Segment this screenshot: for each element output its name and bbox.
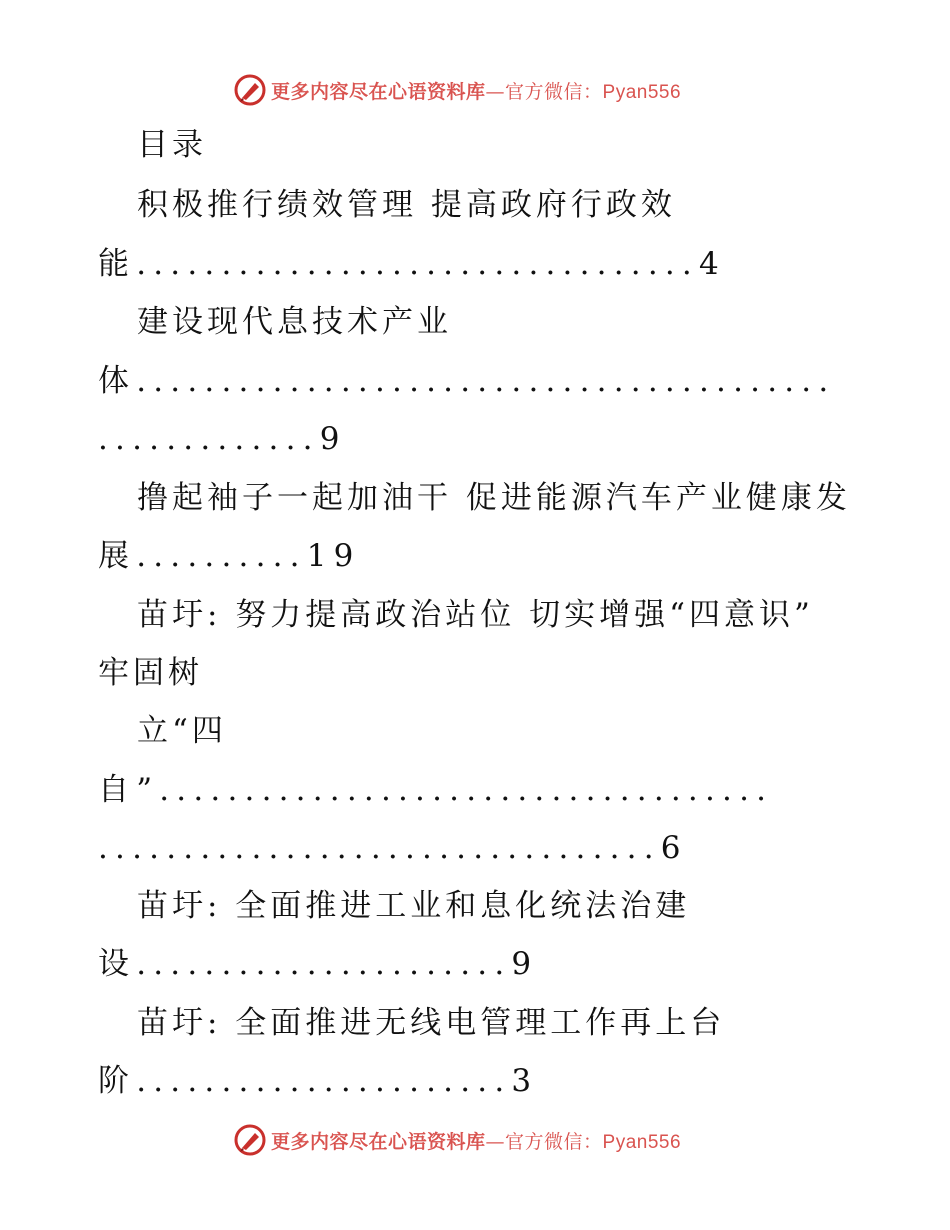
banner-wechat-id: Pyan556 <box>602 81 682 103</box>
toc-line-16: 阶......................3 <box>98 1063 539 1099</box>
toc-line-8: 苗圩: 努力提高政治站位 切实增强“四意识” <box>137 597 814 633</box>
toc-title: 目录 <box>137 127 207 163</box>
banner-dash: — <box>485 1130 506 1153</box>
toc-line-10: 立“四 <box>137 713 227 749</box>
toc-line-6: 撸起袖子一起加油干 促进能源汽车产业健康发 <box>137 480 851 516</box>
banner-wechat-label: 官方微信： <box>505 80 603 103</box>
banner-site-text: 更多内容尽在心语资料库 <box>271 80 486 103</box>
toc-line-4: 体......................................... <box>98 363 836 399</box>
toc-line-14: 设......................9 <box>98 946 539 982</box>
toc-line-2: 能.................................4 <box>98 246 726 282</box>
toc-line-12: .................................6 <box>98 830 688 866</box>
toc-line-3: 建设现代息技术产业 <box>137 304 452 340</box>
toc-line-13: 苗圩: 全面推进工业和息化统法治建 <box>137 888 691 924</box>
footer-banner <box>0 1120 950 1160</box>
toc-line-11: 自”.................................... <box>98 772 774 808</box>
toc-line-15: 苗圩: 全面推进无线电管理工作再上台 <box>137 1005 726 1041</box>
toc-line-9: 牢固树 <box>98 655 203 691</box>
pen-logo-icon <box>233 73 267 107</box>
banner-wechat-label: 官方微信： <box>505 1130 603 1153</box>
toc-line-5: .............9 <box>98 421 347 457</box>
toc-line-7: 展..........19 <box>98 538 361 574</box>
toc-line-1: 积极推行绩效管理 提高政府行政效 <box>137 187 676 223</box>
banner-wechat-id: Pyan556 <box>602 1131 682 1153</box>
banner-dash: — <box>485 80 506 103</box>
header-banner <box>0 70 950 110</box>
banner-site-text: 更多内容尽在心语资料库 <box>271 1130 486 1153</box>
pen-logo-icon <box>233 1123 267 1157</box>
